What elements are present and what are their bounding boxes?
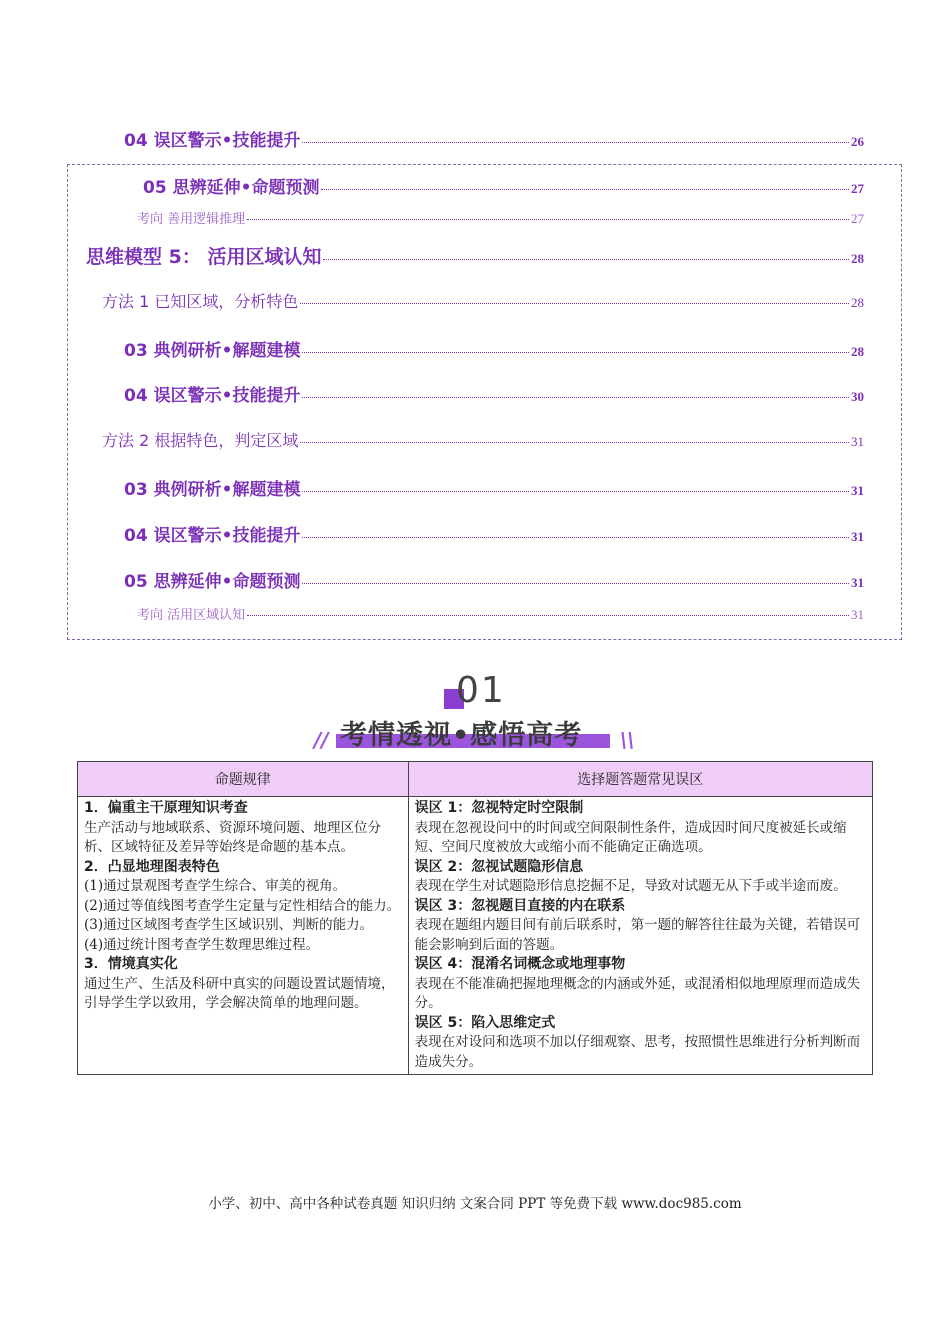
toc-entry[interactable]: [102, 289, 864, 312]
toc-entry-label: 方法 1 已知区域，分析特色: [102, 292, 299, 311]
mistake-heading: 误区 1：忽视特定时空限制: [414, 800, 584, 816]
toc-entry[interactable]: [124, 475, 864, 500]
toc-entry-label: 03 典例研析•解题建模: [124, 480, 301, 500]
right-slash-decoration: \\: [620, 728, 635, 752]
toc-entry-page: 28: [851, 251, 864, 266]
toc-entry-label: 思维模型 5： 活用区域认知: [86, 246, 322, 268]
toc-entry-page: 31: [851, 434, 864, 449]
toc-entry[interactable]: [102, 428, 864, 451]
column-header: 选择题答题常见误区: [408, 762, 872, 797]
toc-entry-page: 27: [851, 181, 864, 196]
rule-text: 通过生产、生活及科研中真实的问题设置试题情境，引导学生学以致用，学会解决简单的地理问题。: [84, 975, 395, 1011]
mistake-heading: 误区 5：陷入思维定式: [414, 1014, 556, 1031]
rule-text: (4)通过统计图考查学生数理思维过程。: [84, 936, 320, 953]
toc-entry[interactable]: [143, 173, 864, 198]
toc-leader: [247, 219, 849, 220]
toc-entry[interactable]: [124, 521, 864, 546]
toc-entry-label: 03 典例研析•解题建模: [124, 341, 301, 361]
rule-heading: 3．情境真实化: [84, 956, 178, 972]
toc-leader: [302, 583, 849, 584]
mistake-text: 表现在题组内题目间有前后联系时，第一题的解答往往最为关键，若错误可能会影响到后面的答题。: [414, 917, 861, 953]
mistake-text: 表现在忽视设问中的时间或空间限制性条件，造成因时间尺度被延长或缩短、空间尺度被放大或缩小而不能确定正确选项。: [414, 819, 847, 855]
page-footer: 小学、初中、高中各种试卷真题 知识归纳 文案合同 PPT 等免费下载 www.doc985.com: [208, 1196, 742, 1212]
toc-leader: [302, 142, 849, 143]
toc-entry-page: 31: [851, 483, 864, 498]
toc-leader: [302, 352, 849, 353]
rule-text: (2)通过等值线图考查学生定量与定性相结合的能力。: [84, 897, 401, 914]
toc-leader: [300, 303, 849, 304]
rule-text: (3)通过区域图考查学生区域识别、判断的能力。: [84, 917, 374, 933]
exam-analysis-table: [77, 761, 873, 1075]
rule-heading: 1．偏重主干原理知识考查: [84, 800, 248, 816]
mistake-text: 表现在学生对试题隐形信息挖掘不足，导致对试题无从下手或半途而废。: [414, 878, 847, 894]
toc-entry-page: 31: [851, 607, 864, 622]
toc-entry[interactable]: [124, 336, 864, 361]
toc-entry-page: 31: [851, 529, 864, 544]
toc-entry-label: 考向 善用逻辑推理: [137, 212, 246, 227]
toc-leader: [321, 189, 849, 190]
toc-entry[interactable]: [86, 242, 864, 269]
mistakes-cell: [408, 797, 872, 1075]
table-row: [78, 797, 873, 1075]
toc-entry-label: 04 误区警示•技能提升: [124, 131, 301, 151]
mistake-text: 表现在对设问和选项不加以仔细观察、思考，按照惯性思维进行分析判断而造成失分。: [414, 1034, 861, 1070]
toc-leader: [302, 397, 849, 398]
toc-leader: [302, 537, 849, 538]
rules-cell: [78, 797, 409, 1075]
toc-entry[interactable]: [137, 208, 864, 227]
rule-heading: 2．凸显地理图表特色: [84, 858, 220, 875]
toc-entry-label: 05 思辨延伸•命题预测: [143, 178, 320, 198]
table-header-row: [78, 762, 873, 797]
mistake-heading: 误区 3：忽视题目直接的内在联系: [414, 897, 626, 914]
toc-leader: [300, 442, 849, 443]
toc-entry-page: 28: [851, 344, 864, 359]
toc-entry-page: 27: [851, 211, 864, 226]
toc-entry-label: 05 思辨延伸•命题预测: [124, 572, 301, 592]
toc-entry-page: 30: [851, 389, 864, 404]
toc-entry[interactable]: [124, 126, 864, 151]
column-header: 命题规律: [78, 762, 409, 797]
mistake-heading: 误区 2：忽视试题隐形信息: [414, 858, 584, 875]
toc-leader: [247, 615, 849, 616]
toc-entry[interactable]: [137, 604, 864, 623]
toc-entry-page: 26: [851, 134, 864, 149]
toc-entry-label: 04 误区警示•技能提升: [124, 526, 301, 546]
toc-leader: [302, 491, 849, 492]
toc-leader: [323, 259, 849, 260]
mistake-heading: 误区 4：混淆名词概念或地理事物: [414, 956, 626, 972]
toc-entry[interactable]: [124, 567, 864, 592]
toc-entry[interactable]: [124, 381, 864, 406]
toc-entry-page: 28: [851, 295, 864, 310]
section-title: 考情透视•感悟高考: [340, 720, 583, 751]
mistake-text: 表现在不能准确把握地理概念的内涵或外延，或混淆相似地理原理而造成失分。: [414, 975, 861, 1011]
section-number: 01: [456, 670, 506, 711]
toc-entry-label: 考向 活用区域认知: [137, 608, 246, 623]
rule-text: 生产活动与地域联系、资源环境问题、地理区位分析、区域特征及差异等始终是命题的基本点。: [84, 819, 381, 855]
toc-entry-label: 方法 2 根据特色，判定区域: [102, 431, 299, 450]
left-slash-decoration: //: [314, 728, 329, 752]
toc-entry-label: 04 误区警示•技能提升: [124, 386, 301, 406]
rule-text: (1)通过景观图考查学生综合、审美的视角。: [84, 878, 347, 894]
toc-entry-page: 31: [851, 575, 864, 590]
